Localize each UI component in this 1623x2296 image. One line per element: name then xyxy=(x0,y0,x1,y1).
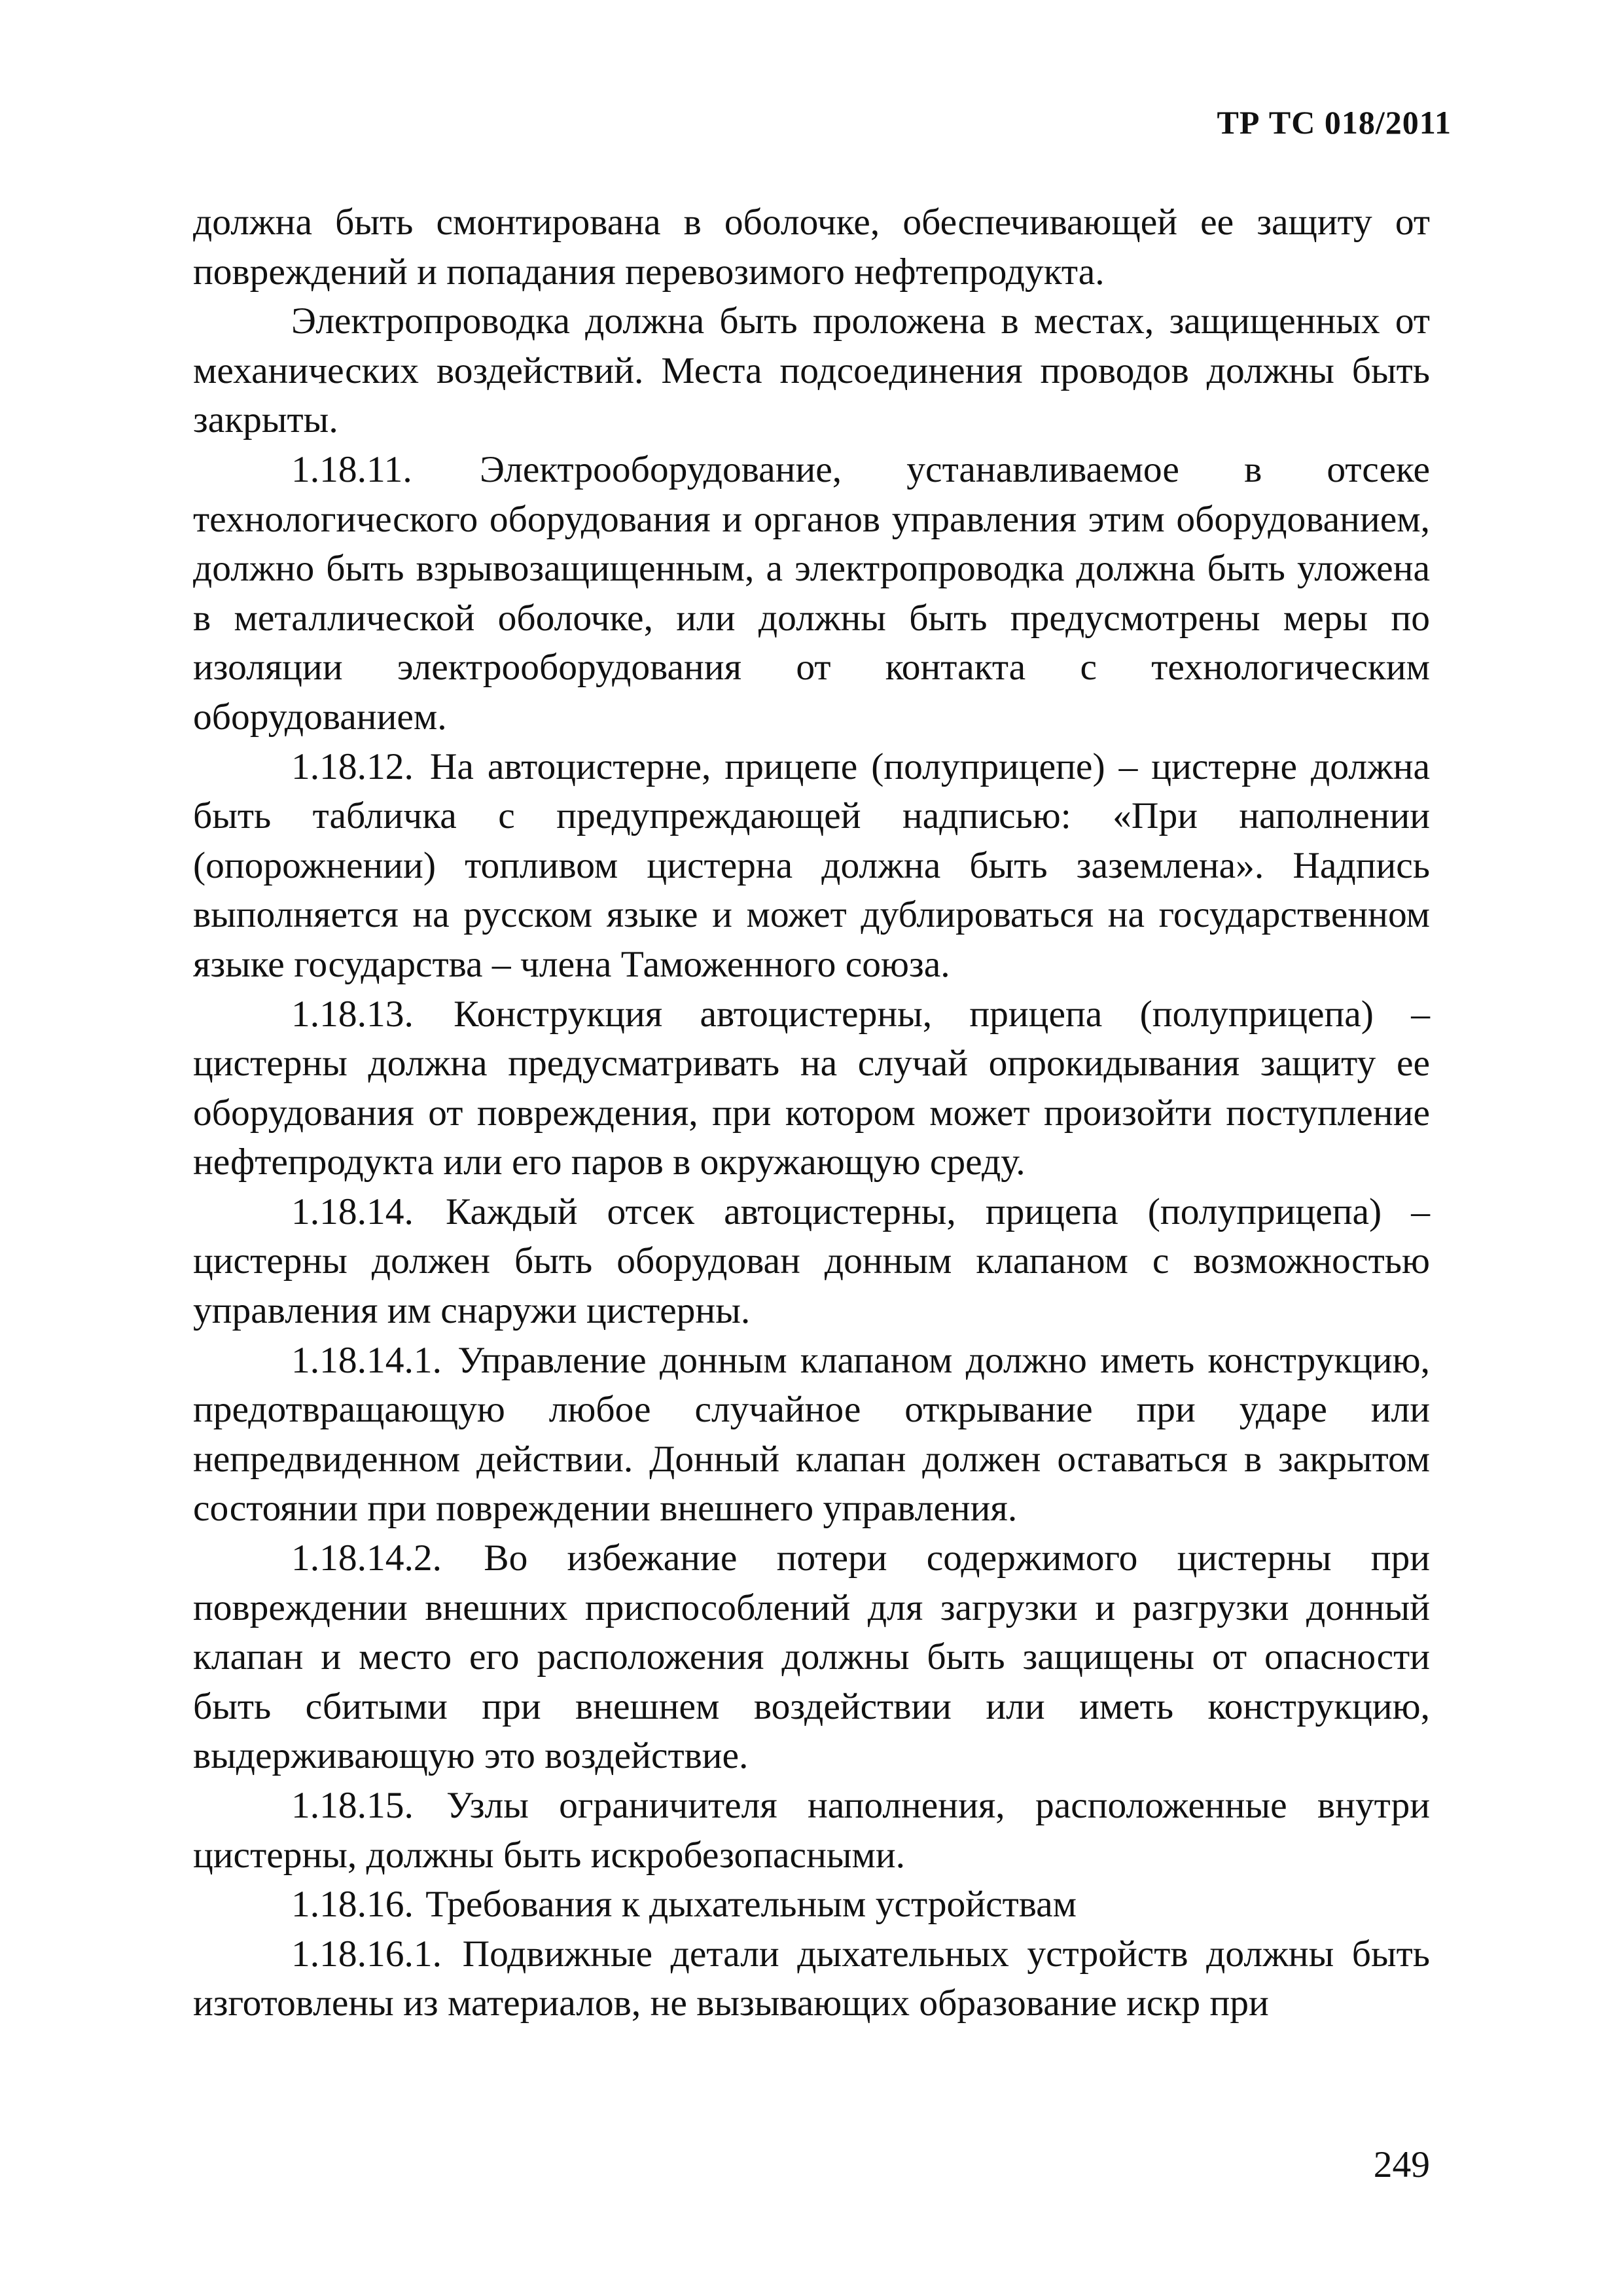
paragraph-number: 1.18.14.1. xyxy=(291,1339,442,1381)
paragraph-1-18-16 xyxy=(193,1880,1430,1929)
paragraph-number: 1.18.14.2. xyxy=(291,1537,442,1579)
paragraph-text: На автоцистерне, прицепе (полуприцепе) – цистерне должна быть табличка с предупреждающей надписью: «При наполнении (опорожнении) топливом цистерна должна быть заземлена». Надпись выполняется на русском языке и может дублироваться на государственном языке государства – члена Таможенного союза. xyxy=(193,745,1431,985)
paragraph-text: Электропроводка должна быть проложена в местах, защищенных от механических воздействий. Места подсоединения проводов должны быть закрыты. xyxy=(193,300,1430,441)
paragraph-number: 1.18.12. xyxy=(291,745,414,787)
paragraph-text: Подвижные детали дыхательных устройств должны быть изготовлены из материалов, не вызывающих образование искр при xyxy=(193,1933,1431,2024)
paragraph-number: 1.18.13. xyxy=(291,993,414,1035)
paragraph-1-18-14-2 xyxy=(193,1534,1430,1781)
paragraph-text: Требования к дыхательным устройствам xyxy=(425,1884,1077,1926)
paragraph-1-18-15 xyxy=(193,1781,1430,1880)
paragraph-text: Электрооборудование, устанавливаемое в отсеке технологического оборудования и органов управления этим оборудованием, должно быть взрывозащищенным, а электропроводка должна быть уложена в металлической оболочке, или должны быть предусмотрены меры по изоляции электрооборудования от контакта с технологическим оборудованием. xyxy=(193,448,1431,738)
paragraph-text: Каждый отсек автоцистерны, прицепа (полуприцепа) – цистерны должен быть оборудован донным клапаном с возможностью управления им снаружи цистерны. xyxy=(193,1191,1431,1332)
paragraph-1-18-13 xyxy=(193,990,1430,1187)
page-number: 249 xyxy=(1373,2144,1430,2185)
document-code-header: ТР ТС 018/2011 xyxy=(1217,104,1452,141)
paragraph-number: 1.18.11. xyxy=(291,448,412,490)
paragraph-1-18-16-1 xyxy=(193,1929,1430,2028)
paragraph-text: должна быть смонтирована в оболочке, обеспечивающей ее защиту от повреждений и попадания перевозимого нефтепродукта. xyxy=(193,202,1430,293)
paragraph-1-18-11 xyxy=(193,445,1430,742)
paragraph-text: Конструкция автоцистерны, прицепа (полуприцепа) – цистерны должна предусматривать на случай опрокидывания защиту ее оборудования от повреждения, при котором может произойти поступление нефтепродукта или его паров в окружающую среду. xyxy=(193,993,1430,1183)
paragraph-wiring xyxy=(193,296,1430,445)
paragraph-text: Во избежание потери содержимого цистерны при повреждении внешних приспособлений для загрузки и разгрузки донный клапан и место его расположения должны быть защищены от опасности быть сбитыми при внешнем воздействии или иметь конструкцию, выдерживающую это воздействие. xyxy=(193,1537,1430,1777)
paragraph-1-18-12 xyxy=(193,742,1430,990)
paragraph-text: Узлы ограничителя наполнения, расположенные внутри цистерны, должны быть искробезопасными. xyxy=(193,1785,1430,1876)
paragraph-text: Управление донным клапаном должно иметь конструкцию, предотвращающую любое случайное открывание при ударе или непредвиденном действии. Донный клапан должен оставаться в закрытом состоянии при повреждении внешнего управления. xyxy=(193,1339,1431,1530)
document-body xyxy=(193,198,1430,2028)
paragraph-number: 1.18.16. xyxy=(291,1884,414,1926)
paragraph-1-18-14 xyxy=(193,1187,1430,1336)
paragraph-number: 1.18.16.1. xyxy=(291,1933,442,1975)
paragraph-number: 1.18.15. xyxy=(291,1785,414,1826)
paragraph-continuation xyxy=(193,198,1430,296)
paragraph-1-18-14-1 xyxy=(193,1336,1430,1534)
paragraph-number: 1.18.14. xyxy=(291,1191,414,1232)
